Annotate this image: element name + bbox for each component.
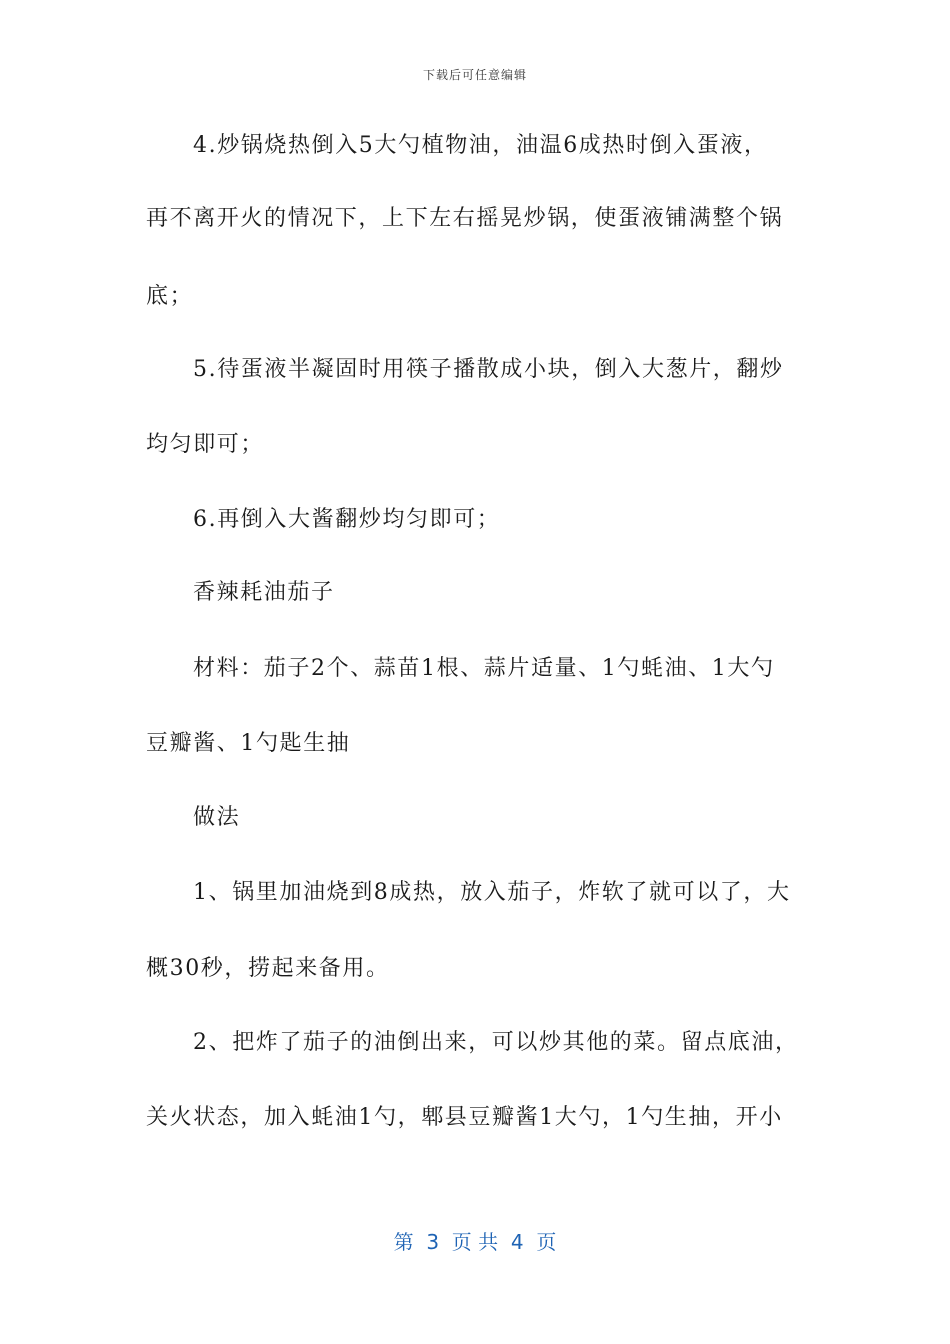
text-line: 材料：茄子2个、蒜苗1根、蒜片适量、1勺蚝油、1大勺 [193, 656, 775, 681]
text-line: 概30秒，捞起来备用。 [146, 956, 390, 981]
text-line: 2、把炸了茄子的油倒出来，可以炒其他的菜。留点底油， [193, 1030, 799, 1055]
text-line: 5.待蛋液半凝固时用筷子播散成小块，倒入大葱片，翻炒 [193, 357, 784, 382]
text-line: 再不离开火的情况下，上下左右摇晃炒锅，使蛋液铺满整个锅 [146, 206, 784, 231]
text-line: 均匀即可； [146, 432, 265, 457]
text-line: 底； [146, 284, 194, 309]
section-heading: 做法 [193, 805, 241, 830]
text-line: 关火状态，加入蚝油1勺，郫县豆瓣酱1大勺，1勺生抽，开小 [146, 1105, 783, 1130]
text-line: 6.再倒入大酱翻炒均匀即可； [193, 507, 501, 532]
text-line: 豆瓣酱、1勺匙生抽 [146, 731, 351, 756]
section-title: 香辣耗油茄子 [193, 580, 335, 605]
header-note: 下载后可任意编辑 [422, 68, 527, 82]
text-line: 4.炒锅烧热倒入5大勺植物油，油温6成热时倒入蛋液， [193, 133, 768, 158]
text-line: 1、锅里加油烧到8成热，放入茄子，炸软了就可以了，大 [193, 880, 791, 905]
page-number: 第 3 页 共 4 页 [393, 1230, 557, 1254]
